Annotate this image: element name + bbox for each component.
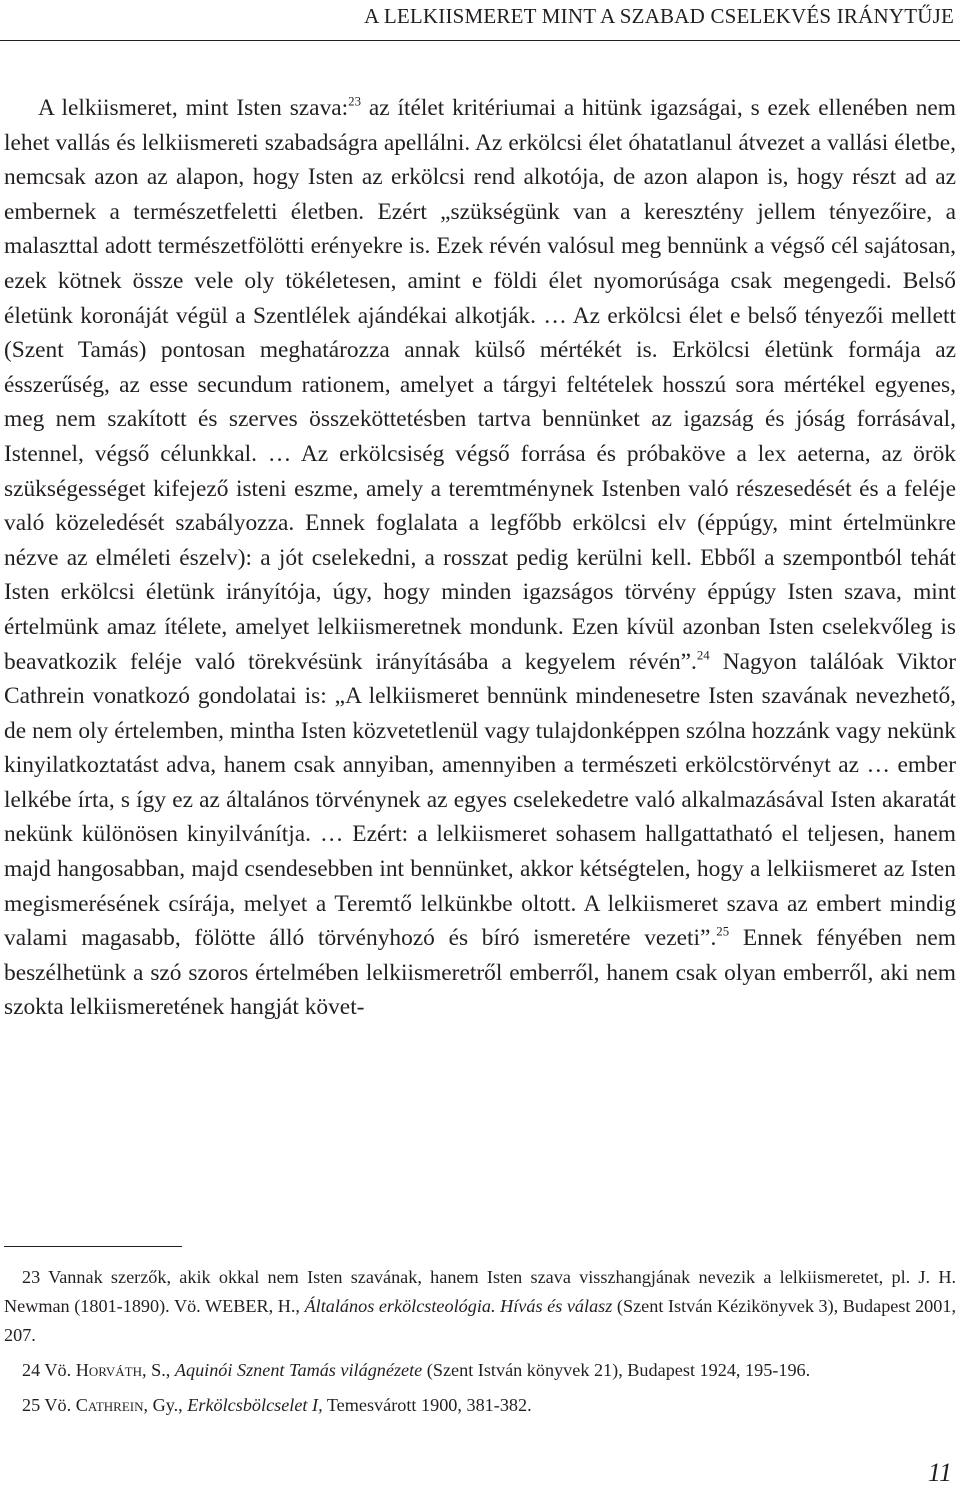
footnotes [4, 1263, 956, 1426]
footnote-rule [4, 1246, 182, 1247]
body-text [4, 91, 956, 1025]
footnote-23-title: Általános erkölcsteológia. Hívás és válasz [304, 1296, 613, 1316]
paragraph-text-1: A lelkiismeret, mint Isten szava: [38, 95, 349, 121]
footnote-25-rest: Temesvárott 1900, 381-382. [322, 1395, 532, 1415]
running-header: A LELKIISMERET MINT A SZABAD CSELEKVÉS IRÁNYTŰJE [364, 4, 954, 28]
footnote-25 [4, 1391, 956, 1420]
footnote-ref-24[interactable]: 24 [696, 647, 710, 662]
footnote-24-initial: , S., [142, 1360, 175, 1380]
footnote-23-rest: (Szent István Kézikönyvek 3), Budapest 2001, 207. [4, 1296, 956, 1345]
paragraph-text-3: Nagyon találóak Viktor Cathrein vonatkozó gondolatai is: „A lelkiismeret bennünk mindenesetre Isten szavának nevezhető, de nem oly értelemben, mintha Isten közvetetlenül vagy tulajdonképpen szólna hozzánk vagy nekünk kinyilatkoztatást adva, hanem csak annyiban, amennyiben a természeti erkölcstörvényt az … ember lelkébe írta, s így ez az általános törvénynek az egyes cselekedetre való alkalmazásával Isten akaratát nekünk különösen kinyilvánítja. … Ezért: a lelkiismeret sohasem hallgattatható el teljesen, hanem majd hangosabban, majd csendesebben int bennünket, akkor kétségtelen, hogy a lelkiismeret az Isten megismerésének csírája, melyet a Teremtő lelkünkbe oltott. A lelkiismeret szava az embert mindig valami magasabb, fölötte álló törvényhozó és bíró ismeretére vezeti”. [4, 648, 956, 952]
footnote-24-title: Aquinói Sznent Tamás világnézete [174, 1360, 423, 1380]
paragraph-text-2: az ítélet kritériumai a hitünk igazságai, s ezek ellenében nem lehet vallás és lelkiismereti szabadságra apellálni. Az erkölcsi élet óhatatlanul átvezet a vallási életbe, nemcsak azon az alapon, hogy Isten az erkölcsi rend alkotója, de azon alapon is, hogy részt ad az embernek a természetfeletti életben. Ezért „szükségünk van a keresztény jellem tényezőire, a malaszttal adott természetfölötti erényekre is. Ezek révén valósul meg bennünk a végső cél sajátosan, ezek kötnek össze vele oly tökéletesen, amint e földi élet nyomorúsága csak megengedi. Belső életünk koronáját végül a Szentlélek ajándékai alkotják. … Az erkölcsi élet e belső tényezői mellett (Szent Tamás) pontosan meghatározza annak külső mértékét is. Erkölcsi életünk formája az ésszerűség, az esse secundum rationem, amelyet a tárgyi feltételek hosszú sora mértékel egyenes, meg nem szakított és szerves összeköttetésben tartva bennünket az igazság és jóság forrásával, Istennel, végső célunkkal. … Az erkölcsiség végső forrása és próbaköve a lex aeterna, az örök szükségességet kifejező isteni eszme, amely a teremtménynek Istenben való részesedését és a feléje való közeledését szabályozza. Ennek foglalata a legfőbb erkölcsi elv (éppúgy, mint értelmünkre nézve az elméleti észelv): a jót cselekedni, a rosszat pedig kerülni kell. Ebből a szempontból tehát Isten erkölcsi életünk irányítója, úgy, hogy minden igazságos törvény éppúgy Isten szava, mint értelmünk amaz ítélete, amelyet lelkiismeretnek mondunk. Ezen kívül azonban Isten cselekvőleg is beavatkozik feléje való törekvésünk irányításába a kegyelem révén”. [4, 95, 957, 675]
footnote-25-author: Cathrein [75, 1395, 144, 1415]
footnote-24-rest: (Szent István könyvek 21), Budapest 1924, 195-196. [422, 1360, 811, 1380]
paragraph-text-4: Ennek fényében nem beszélhetünk a szó szoros értelmében lelkiismeretről emberről, hanem csak olyan emberről, aki nem szokta lelkiismeretének hangját követ- [4, 925, 956, 1021]
header-rule [0, 40, 960, 41]
footnote-25-title: Erkölcsbölcselet I, [187, 1395, 323, 1415]
main-paragraph [4, 91, 956, 1025]
footnote-ref-25[interactable]: 25 [716, 924, 730, 939]
footnote-23-text: 23 Vannak szerzők, akik okkal nem Isten szavának, hanem Isten szava visszhangjának nevezik a lelkiismeretet, pl. J. H. Newman (1801-1890). Vö. WEBER, H., [4, 1267, 956, 1316]
footnote-24 [4, 1356, 956, 1385]
footnote-24-prefix: 24 Vö. [22, 1360, 76, 1380]
footnote-25-initial: , Gy., [143, 1395, 188, 1415]
footnote-24-author: Horváth [75, 1360, 142, 1380]
footnote-ref-23[interactable]: 23 [348, 94, 362, 109]
footnote-23 [4, 1263, 956, 1350]
footnote-25-prefix: 25 Vö. [22, 1395, 76, 1415]
page-number: 11 [927, 1458, 952, 1487]
